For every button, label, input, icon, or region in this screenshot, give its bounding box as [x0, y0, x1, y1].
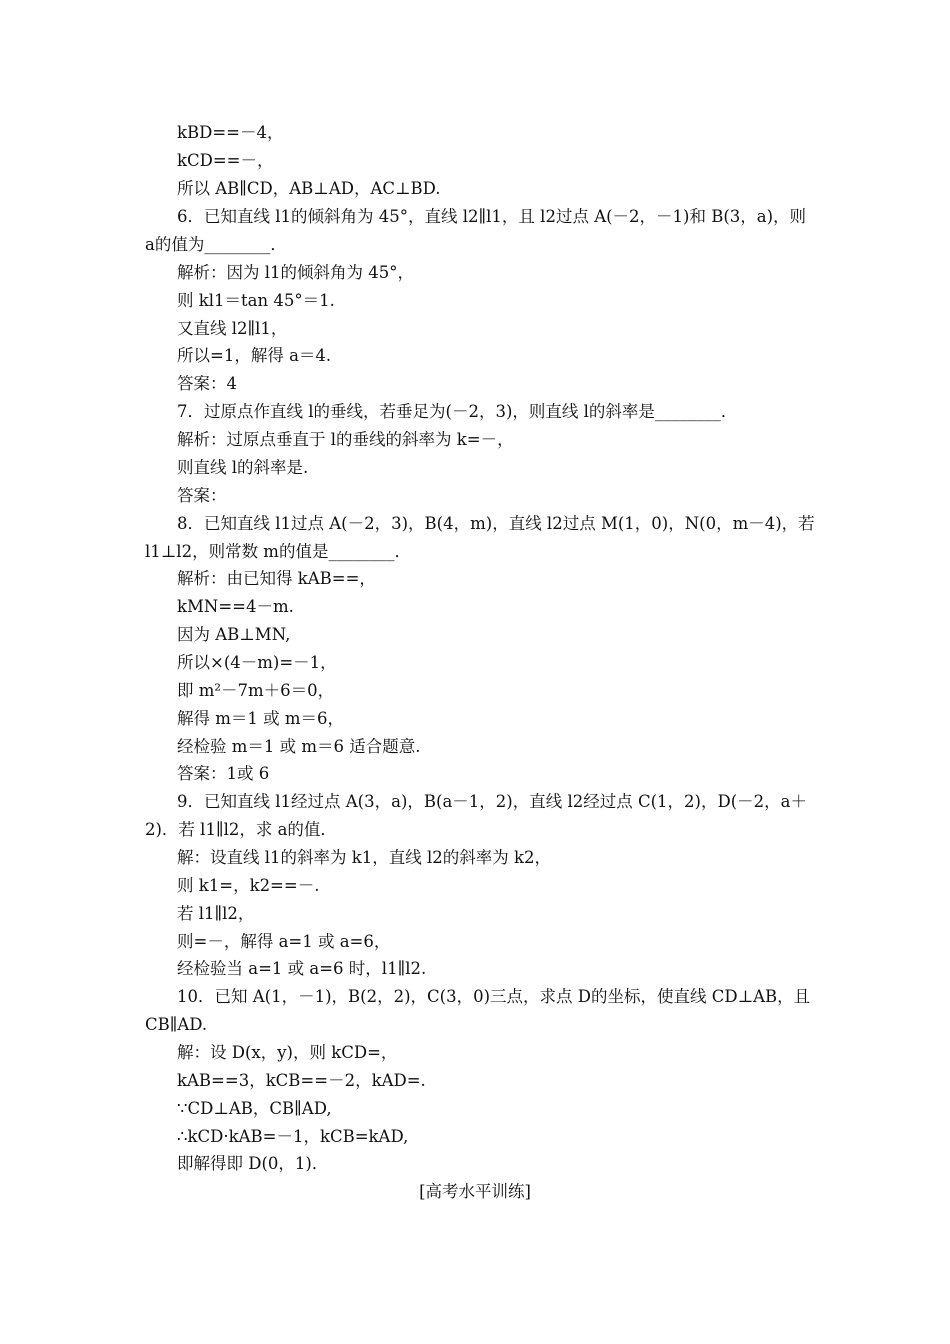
text-line: l1⊥l2，则常数 m的值是________．	[145, 542, 411, 561]
text-line: 即解得即 D(0，1)．	[177, 1154, 329, 1173]
text-line: 所以=1，解得 a＝4.	[177, 346, 332, 365]
text-line: ∵CD⊥AB，CB∥AD,	[177, 1099, 332, 1118]
text-line: 10．已知 A(1，－1)，B(2，2)，C(3，0)三点，求点 D的坐标，使直线 CD⊥AB，且	[177, 987, 811, 1006]
text-line: 解得 m＝1 或 m＝6，	[177, 709, 345, 728]
text-line: kCD==－，	[177, 151, 274, 170]
text-line: 所以×(4－m)=－1，	[177, 653, 337, 672]
text-line: 则=－，解得 a=1 或 a=6，	[177, 932, 391, 951]
text-line: a的值为________．	[145, 235, 287, 254]
text-line: kAB==3，kCB==－2，kAD=.	[177, 1071, 426, 1090]
text-line: kMN==4－m.	[177, 597, 294, 616]
text-line: 若 l1∥l2，	[177, 904, 255, 923]
text-line: 答案：	[177, 486, 227, 505]
text-line: 经检验当 a=1 或 a=6 时，l1∥l2.	[177, 959, 427, 978]
text-line: 6．已知直线 l1的倾斜角为 45°，直线 l2∥l1，且 l2过点 A(－2，－1)和 B(3，a)，则	[177, 207, 807, 226]
text-line: 解析：由已知得 kAB==，	[177, 569, 376, 588]
text-line: 解析：因为 l1的倾斜角为 45°，	[177, 263, 415, 282]
text-line: 则 k1=，k2==－.	[177, 876, 320, 895]
text-line: 7．过原点作直线 l的垂线，若垂足为(－2，3)，则直线 l的斜率是________．	[177, 402, 738, 421]
text-line: 所以 AB∥CD，AB⊥AD，AC⊥BD.	[177, 179, 441, 198]
text-line: 则直线 l的斜率是.	[177, 458, 309, 477]
text-line: 因为 AB⊥MN,	[177, 625, 291, 644]
text-line: 8．已知直线 l1过点 A(－2，3)，B(4，m)，直线 l2过点 M(1，0)，N(0，m－4)，若	[177, 514, 815, 533]
text-line: 则 kl1＝tan 45°＝1.	[177, 291, 335, 310]
text-line: 经检验 m＝1 或 m＝6 适合题意.	[177, 737, 421, 756]
text-line: kBD==－4，	[177, 123, 284, 142]
text-line: 2)．若 l1∥l2，求 a的值．	[145, 820, 337, 839]
text-line: CB∥AD.	[145, 1015, 208, 1034]
text-line: ∴kCD·kAB=－1，kCB=kAD,	[177, 1127, 409, 1146]
text-line: 答案：4	[177, 374, 237, 393]
text-line: 9．已知直线 l1经过点 A(3，a)，B(a－1，2)，直线 l2经过点 C(1，2)，D(－2，a＋	[177, 792, 807, 811]
text-line: 解析：过原点垂直于 l的垂线的斜率为 k=－，	[177, 430, 514, 449]
text-line: 即 m²－7m＋6＝0，	[177, 681, 335, 700]
text-line: 答案：1或 6	[177, 764, 270, 783]
section-heading: [高考水平训练]	[419, 1182, 531, 1201]
text-line: 解：设 D(x，y)，则 kCD=，	[177, 1043, 398, 1062]
text-line: 解：设直线 l1的斜率为 k1，直线 l2的斜率为 k2，	[177, 848, 552, 867]
text-line: 又直线 l2∥l1，	[177, 319, 288, 338]
